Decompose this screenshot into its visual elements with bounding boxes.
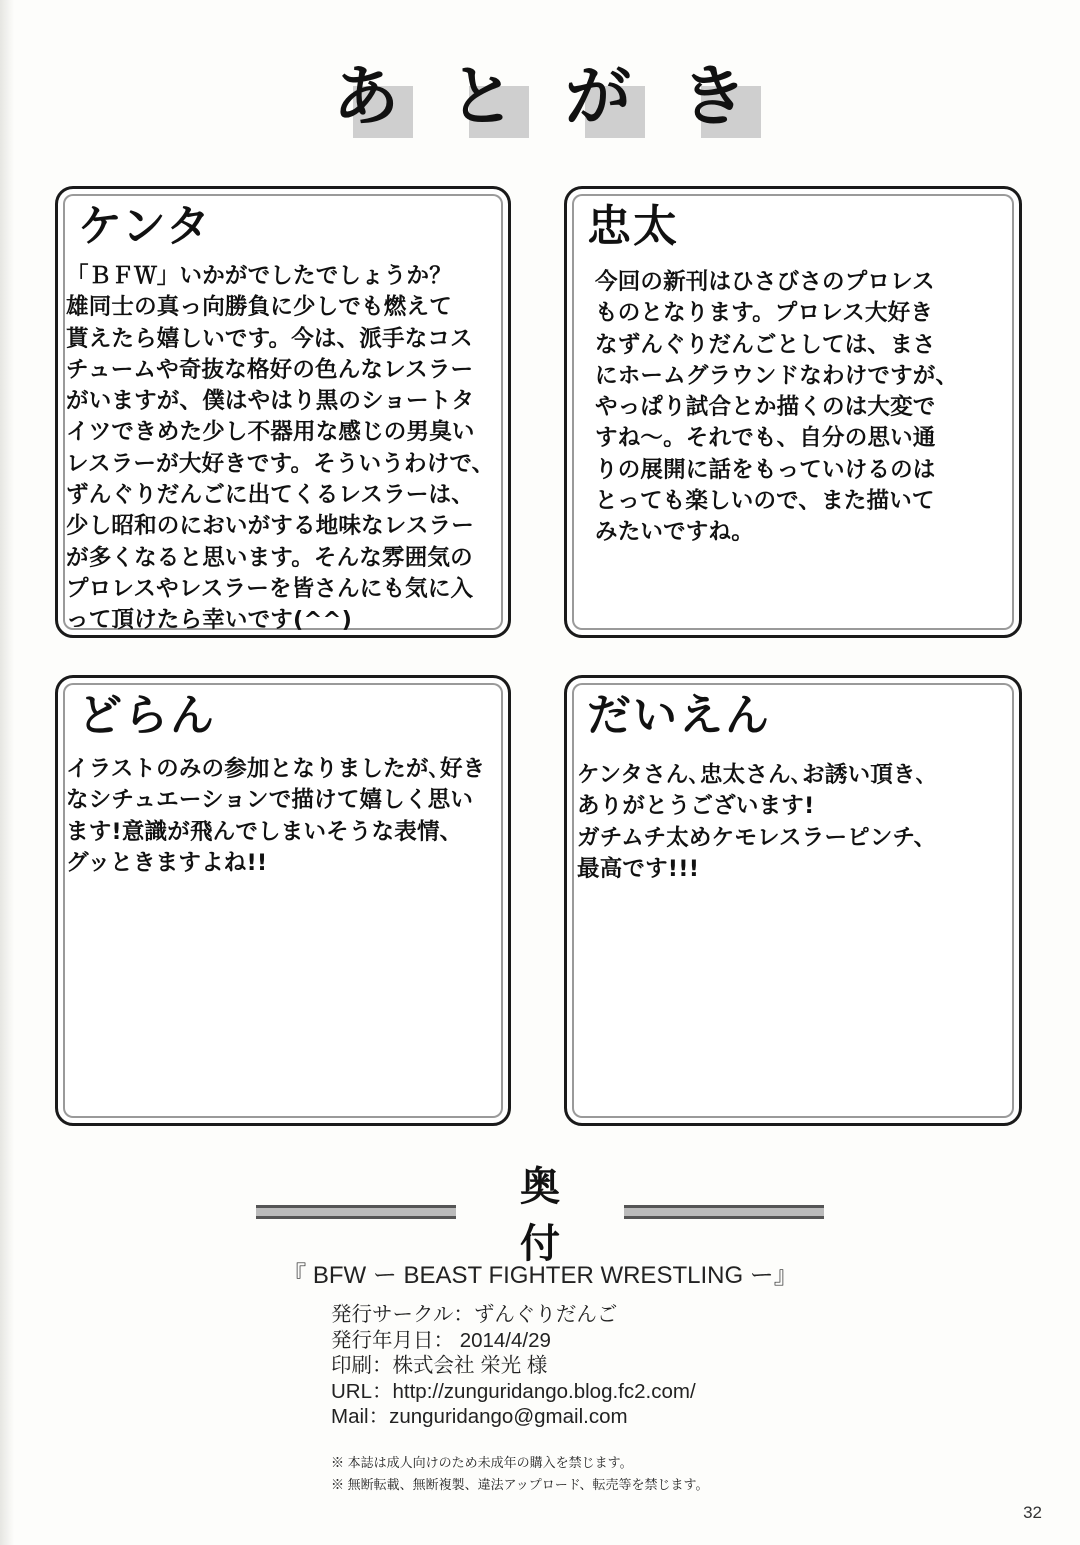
author-comment: イラストのみの参加となりましたが､好き なシチュエーションで描けて嬉しく思い ます!意識が飛んでしまいそうな表情、 グッときますよね!!	[66, 756, 486, 876]
author-name: ケンタ	[78, 201, 213, 252]
divider	[256, 1205, 456, 1219]
colophon-title: 奥付	[520, 1163, 596, 1267]
title-char: き	[673, 62, 755, 142]
title-char: あ	[325, 62, 407, 142]
comment-box-doran	[55, 675, 511, 1126]
author-comment: 今回の新刊はひさびさのプロレス ものとなります。プロレス大好き なずんぐりだんごとしては、まさ にホームグラウンドなわけですが、 やっぱり試合とか描くのは大変で すね～。それでも、自分の思い通 りの展開に話をもっていけるのは とっても楽しいので、また描いて みたいですね。	[595, 269, 959, 546]
info-circle: 発行サークル：ずんぐりだんご	[331, 1303, 618, 1326]
title-char: と	[441, 62, 523, 142]
notice-list	[331, 1452, 709, 1496]
info-url: URL：http://zunguridango.blog.fc2.com/	[331, 1379, 696, 1403]
author-comment: ケンタさん､忠太さん､お誘い頂き､ ありがとうございます! ガチムチ太めケモレスラーピンチ、 最高です!!!	[577, 762, 937, 882]
author-comment: 「ＢＦＷ」いかがでしたでしょうか？ 雄同士の真っ向勝負に少しでも燃えて 貰えたら嬉しいです。今は、派手なコス チュームや奇抜な格好の色んなレスラー がいますが、僕はやはり黒のショートタ イツできめた少し不器用な感じの男臭い レスラーが大好きです。そういうわけで、 ずんぐりだんごに出てくるレスラーは、 少し昭和のにおいがする地味なレスラー が多くなると思います。そんな雰囲気の プロレスやレスラーを皆さんにも気に入 って頂けたら幸いです(^^)	[66, 263, 495, 634]
comment-box-chuta	[564, 186, 1022, 638]
notice-item: ※ 無断転載、無断複製、違法アップロード、転売等を禁じます。	[331, 1477, 709, 1492]
author-name: どらん	[78, 690, 216, 741]
title-char: が	[557, 62, 639, 142]
author-name: だいえん	[587, 690, 771, 741]
notice-item: ※ 本誌は成人向けのため未成年の購入を禁じます。	[331, 1455, 633, 1470]
divider	[624, 1205, 824, 1219]
info-date: 発行年月日： 2014/4/29	[331, 1328, 551, 1352]
colophon-header	[0, 1163, 1080, 1267]
comment-box-daien	[564, 675, 1022, 1126]
author-name: 忠太	[587, 201, 679, 252]
binding-edge	[0, 0, 14, 1545]
info-printer: 印刷：株式会社 栄光 様	[331, 1354, 548, 1377]
page-number: 32	[1023, 1503, 1042, 1522]
book-title: 『 BFW ー BEAST FIGHTER WRESTLING ー』	[282, 1262, 798, 1289]
info-mail: Mail：zunguridango@gmail.com	[331, 1405, 628, 1428]
comment-box-kenta	[55, 186, 511, 638]
publication-info	[331, 1302, 696, 1430]
page-title	[0, 58, 1080, 142]
